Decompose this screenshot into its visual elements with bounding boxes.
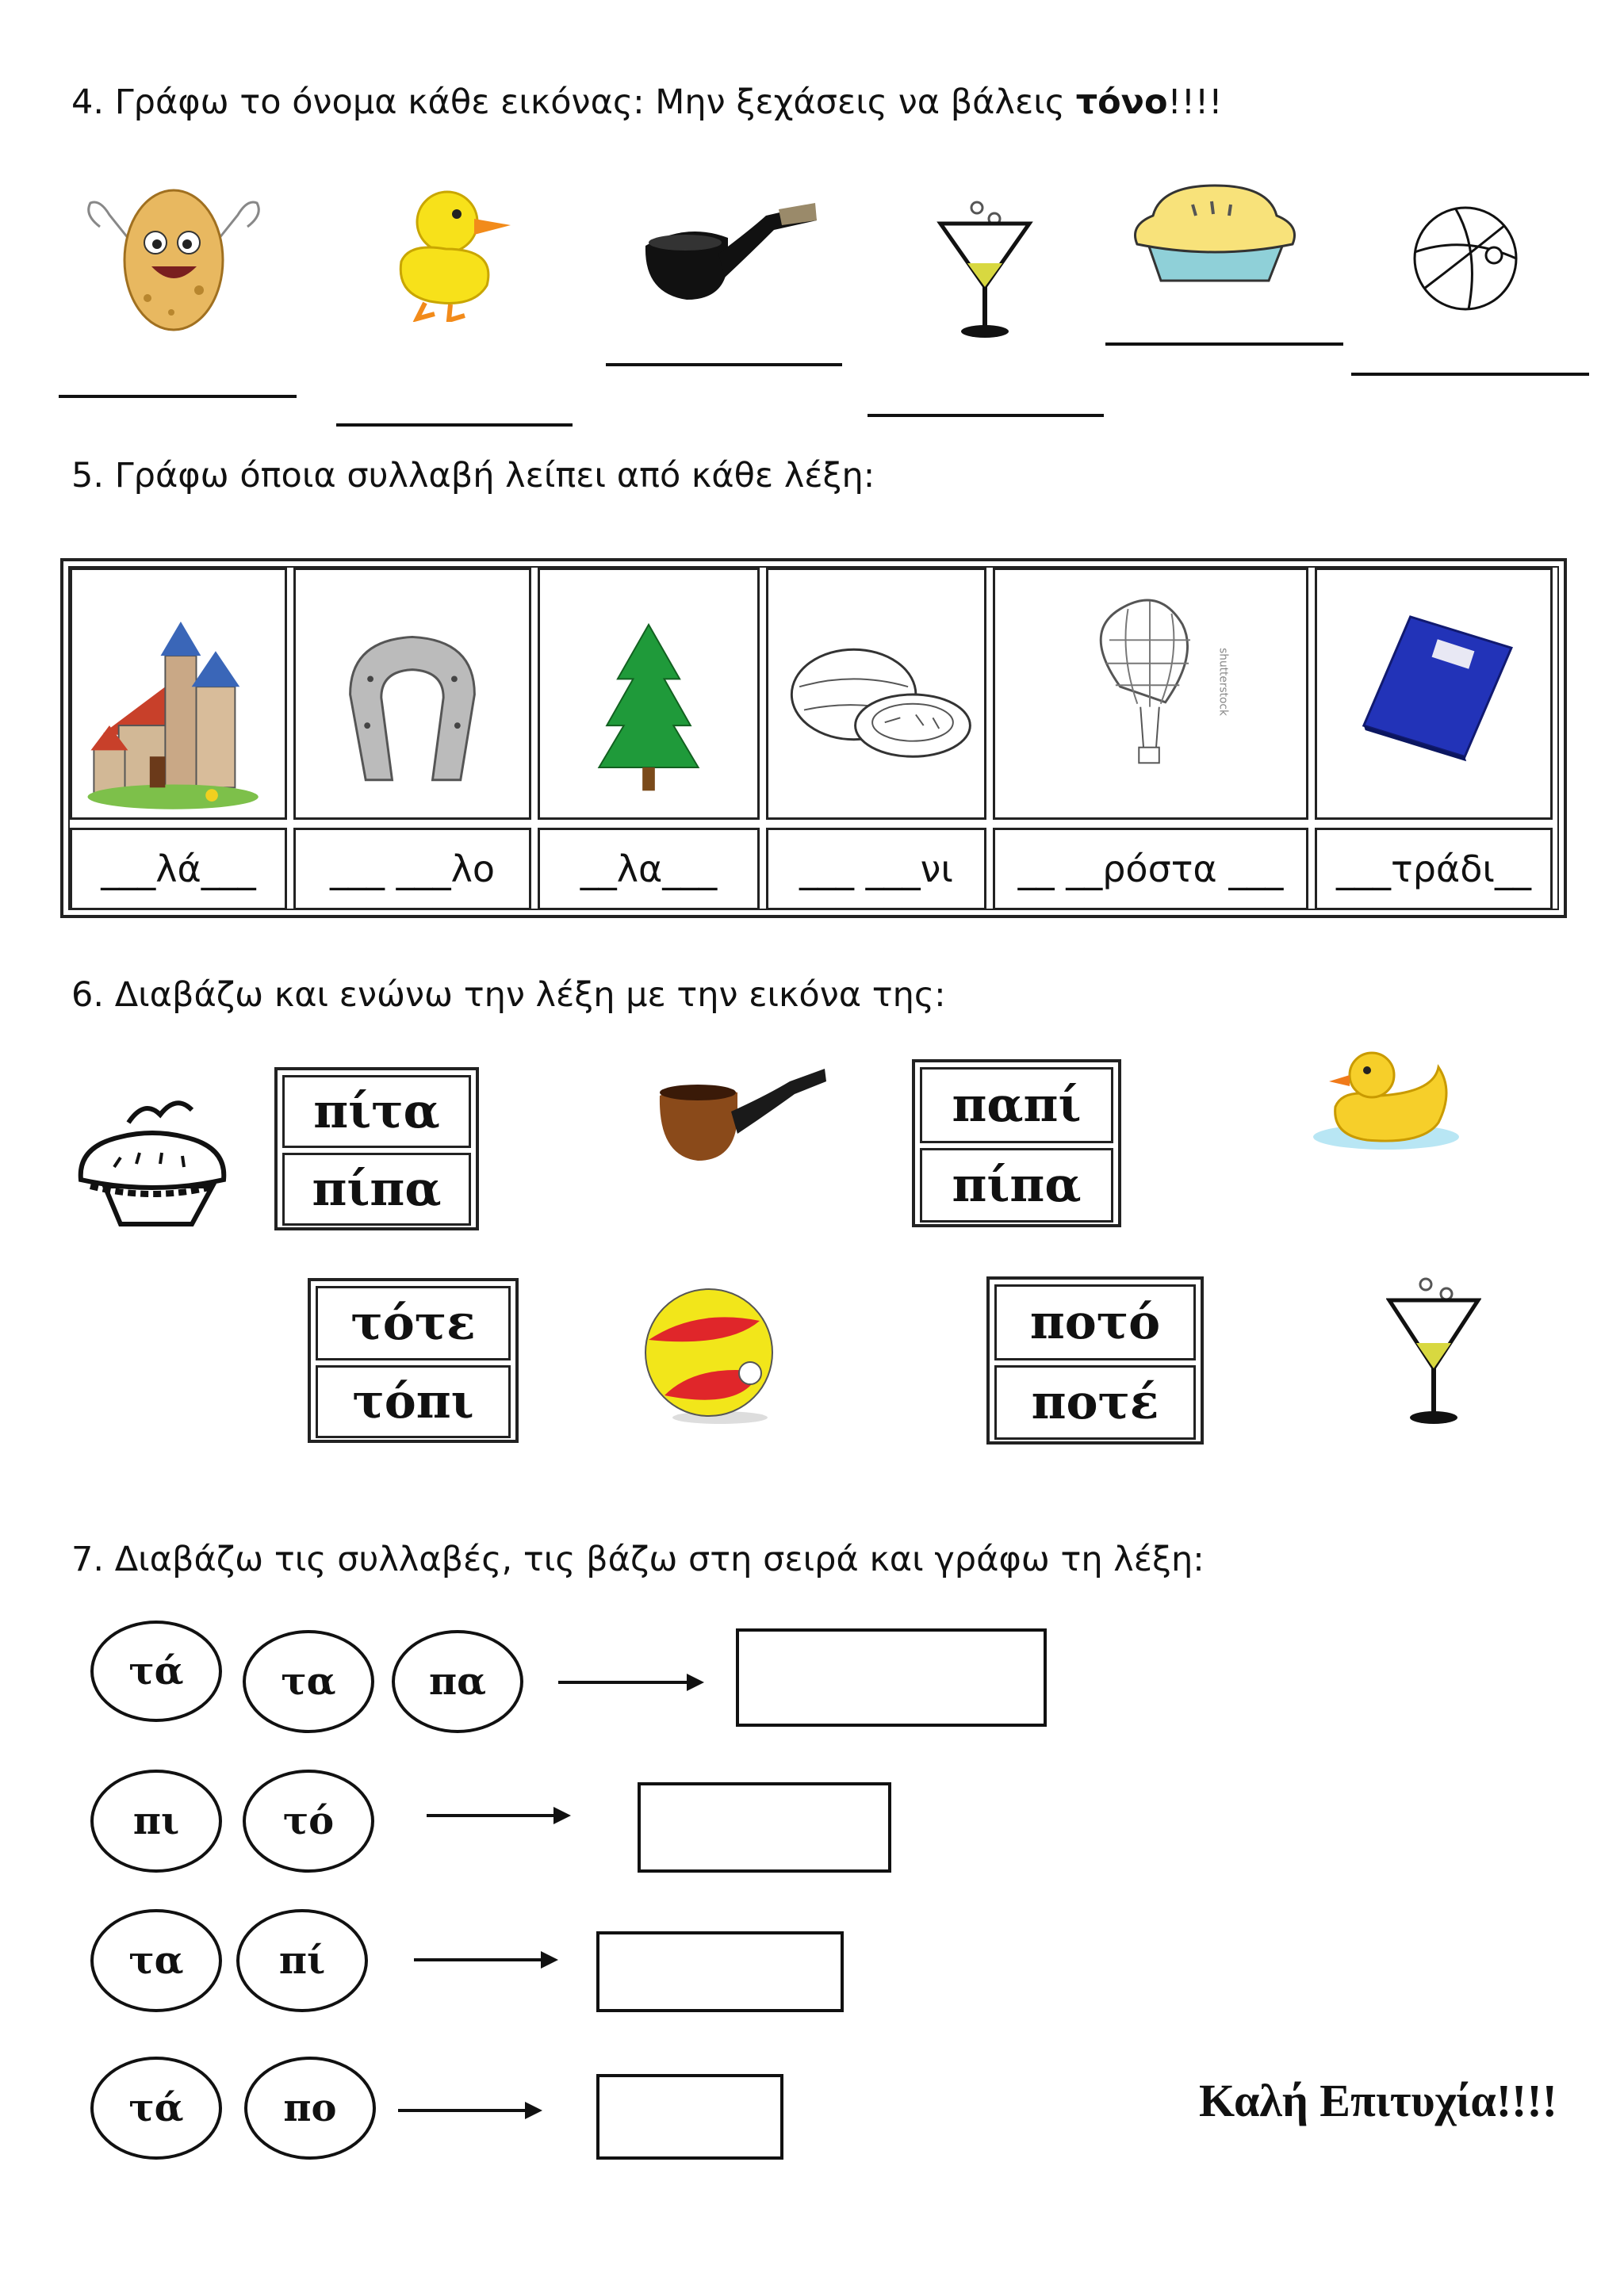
table-cell-melon <box>766 568 986 820</box>
answer-line-1[interactable] <box>59 395 297 398</box>
answer-line-4[interactable] <box>868 414 1104 417</box>
pipe-icon <box>655 1064 828 1169</box>
syllable-word-6[interactable]: ___τράδι__ <box>1315 828 1553 910</box>
syllable-word-1[interactable]: ___λά___ <box>70 828 287 910</box>
q4-title: 4. Γράφω το όνομα κάθε εικόνας: Μην ξεχάσεις να βάλεις τόνο!!!! <box>71 82 1223 122</box>
word-option[interactable]: ποτέ <box>994 1365 1196 1440</box>
beach-ball-icon <box>641 1284 782 1427</box>
word-option[interactable]: πίπα <box>282 1153 471 1226</box>
syllable-oval[interactable]: τα <box>243 1630 374 1733</box>
syllable-word-4[interactable]: ___ ___νι <box>766 828 986 910</box>
word-box-4 <box>986 1276 1204 1445</box>
word-box-2 <box>912 1059 1121 1227</box>
arrow-icon <box>558 1681 701 1684</box>
table-cell-castle <box>70 568 287 820</box>
arrow-icon <box>427 1814 568 1817</box>
word-option[interactable]: παπί <box>920 1067 1113 1143</box>
syllable-oval[interactable]: πι <box>90 1770 222 1873</box>
beach-ball-icon <box>1408 203 1522 314</box>
answer-line-2[interactable] <box>336 423 573 427</box>
horseshoe-icon <box>296 570 529 817</box>
hot-air-balloon-icon <box>995 570 1306 817</box>
q7-title: 7. Διαβάζω τις συλλαβές, τις βάζω στη σειρά και γράφω τη λέξη: <box>71 1540 1205 1579</box>
answer-line-3[interactable] <box>606 363 842 366</box>
table-cell-horseshoe <box>293 568 531 820</box>
syllable-oval[interactable]: πο <box>244 2057 376 2160</box>
arrow-icon <box>414 1958 555 1961</box>
word-box-3 <box>308 1278 519 1443</box>
syllable-word-3[interactable]: __λα___ <box>538 828 760 910</box>
word-box-1 <box>274 1067 479 1230</box>
castle-icon <box>72 570 285 817</box>
svg-text:shutterstock: shutterstock <box>1216 648 1230 716</box>
cocktail-glass-icon <box>936 200 1034 341</box>
q5-title: 5. Γράφω όποια συλλαβή λείπει από κάθε λέξη: <box>71 456 875 496</box>
syllable-table <box>60 558 1567 918</box>
pipe-icon <box>639 198 818 311</box>
syllable-oval[interactable]: τά <box>90 2057 222 2160</box>
word-option[interactable]: ποτό <box>994 1284 1196 1360</box>
duck-icon <box>385 182 520 322</box>
melon-icon <box>768 570 984 817</box>
word-option[interactable]: πίπα <box>920 1148 1113 1223</box>
syllable-word-5[interactable]: __ __ρόστα ___ <box>993 828 1308 910</box>
syllable-oval[interactable]: τα <box>90 1909 222 2012</box>
duck-icon <box>1304 1043 1469 1154</box>
arrow-icon <box>398 2109 539 2112</box>
table-cell-tree <box>538 568 760 820</box>
cocktail-glass-icon <box>1386 1276 1481 1427</box>
pie-icon <box>73 1091 232 1234</box>
fir-tree-icon <box>540 570 757 817</box>
answer-box-1[interactable] <box>736 1628 1047 1727</box>
answer-line-6[interactable] <box>1351 373 1589 376</box>
syllable-oval[interactable]: πί <box>236 1909 368 2012</box>
syllable-word-2[interactable]: ___ ___λο <box>293 828 531 910</box>
syllable-oval[interactable]: τά <box>90 1621 222 1722</box>
answer-box-3[interactable] <box>596 1931 844 2012</box>
table-cell-balloon <box>993 568 1308 820</box>
answer-box-4[interactable] <box>596 2074 783 2160</box>
pie-icon <box>1129 181 1300 287</box>
word-option[interactable]: τότε <box>316 1286 511 1360</box>
syllable-oval[interactable]: πα <box>392 1630 523 1733</box>
notebook-icon <box>1317 570 1550 817</box>
q6-title: 6. Διαβάζω και ενώνω την λέξη με την εικόνα της: <box>71 975 946 1015</box>
answer-line-5[interactable] <box>1105 342 1343 346</box>
word-option[interactable]: πίτα <box>282 1075 471 1148</box>
word-option[interactable]: τόπι <box>316 1365 511 1438</box>
potato-icon <box>76 171 271 338</box>
closing-message: Καλή Επιτυχία!!!! <box>1199 2075 1557 2126</box>
answer-box-2[interactable] <box>638 1782 891 1873</box>
syllable-oval[interactable]: τό <box>243 1770 374 1873</box>
table-cell-notebook <box>1315 568 1553 820</box>
